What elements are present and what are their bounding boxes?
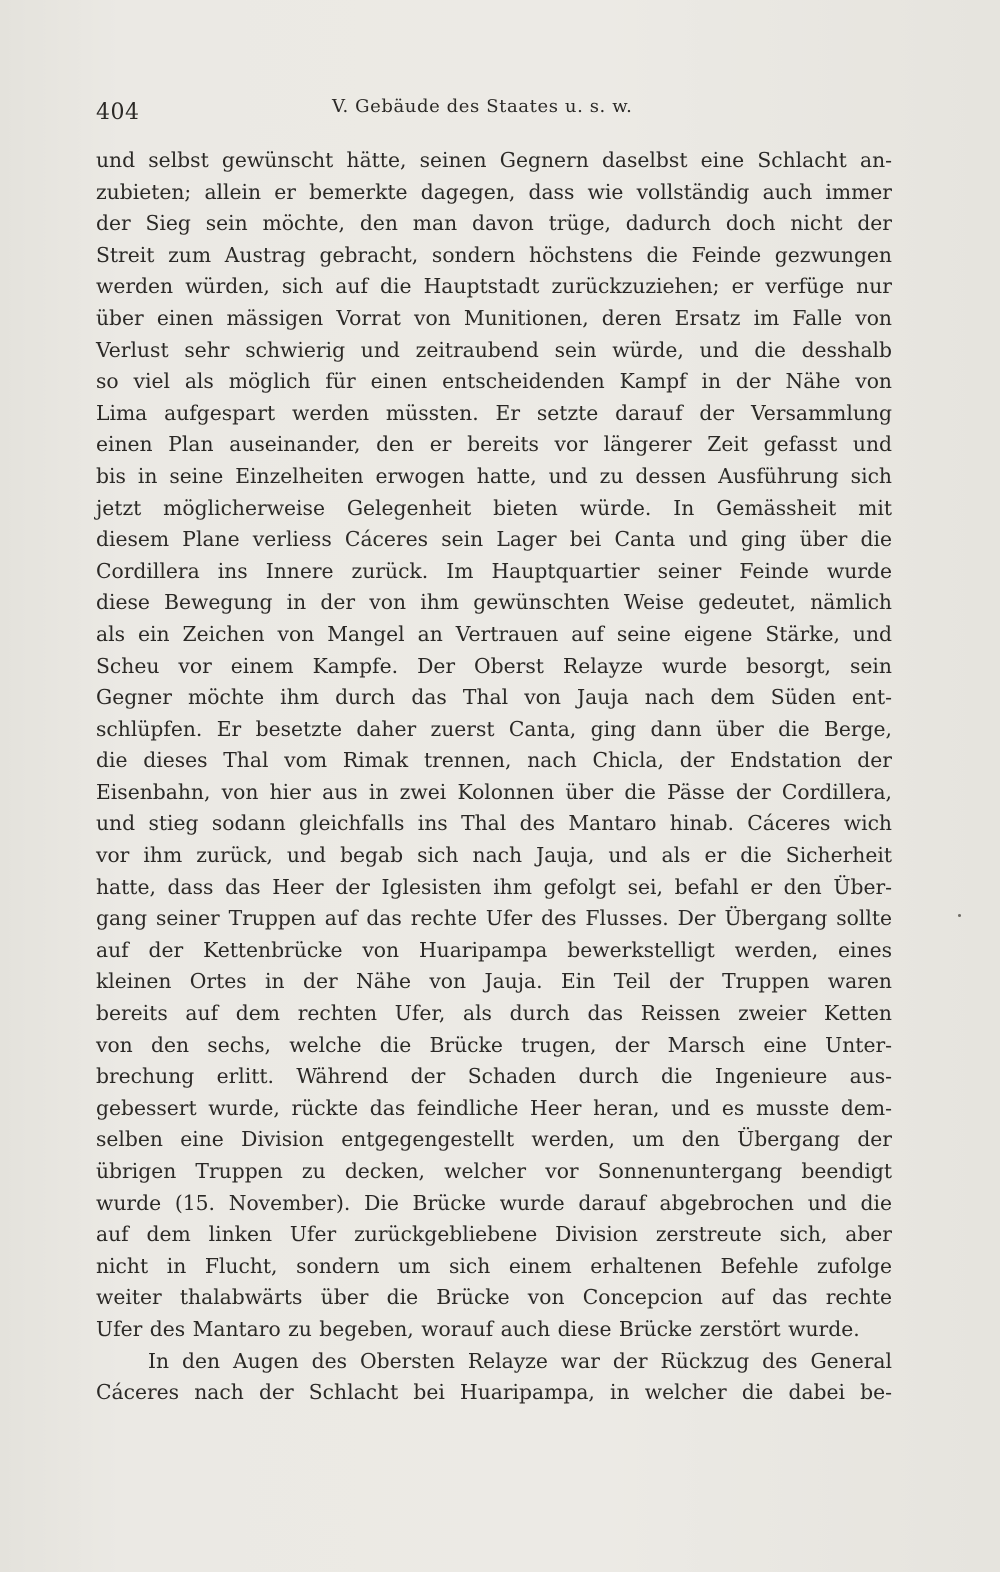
text-line: auf dem linken Ufer zurückgebliebene Division zerstreute sich, aber [96, 1222, 892, 1247]
text-line: Eisenbahn, von hier aus in zwei Kolonnen über die Pässe der Cordillera, [96, 779, 892, 804]
text-line: diesem Plane verliess Cáceres sein Lager bei Canta und ging über die [96, 527, 892, 552]
text-line: einen Plan auseinander, den er bereits vor längerer Zeit gefasst und [96, 432, 892, 457]
text-line: über einen mässigen Vorrat von Munitionen, deren Ersatz im Falle von [96, 305, 892, 330]
text-line: und stieg sodann gleichfalls ins Thal des Mantaro hinab. Cáceres wich [96, 811, 892, 836]
text-line: übrigen Truppen zu decken, welcher vor Sonnenuntergang beendigt [96, 1159, 892, 1183]
text-line: Streit zum Austrag gebracht, sondern höchstens die Feinde gezwungen [96, 242, 892, 267]
text-line: nicht in Flucht, sondern um sich einem erhaltenen Befehle zufolge [96, 1253, 892, 1278]
text-line: bereits auf dem rechten Ufer, als durch das Reissen zweier Ketten [96, 1001, 892, 1026]
text-line: Gegner möchte ihm durch das Thal von Jauja nach dem Süden ent- [96, 685, 892, 710]
text-line: bis in seine Einzelheiten erwogen hatte, und zu dessen Ausführung sich [96, 463, 892, 488]
text-line: als ein Zeichen von Mangel an Vertrauen auf seine eigene Stärke, und [96, 621, 892, 646]
paragraph [96, 1346, 892, 1409]
text-line: In den Augen des Obersten Relayze war der Rückzug des General [148, 1348, 892, 1373]
text-line: von den sechs, welche die Brücke trugen, der Marsch eine Unter- [96, 1032, 892, 1057]
page-header [96, 96, 896, 136]
text-line: jetzt möglicherweise Gelegenheit bieten würde. In Gemässheit mit [96, 495, 892, 520]
text-line: so viel als möglich für einen entscheidenden Kampf in der Nähe von [96, 369, 892, 394]
text-line: Cordillera ins Innere zurück. Im Hauptquartier seiner Feinde wurde [96, 558, 892, 583]
text-line: Lima aufgespart werden müssten. Er setzte darauf der Versammlung [96, 400, 892, 425]
text-line: schlüpfen. Er besetzte daher zuerst Canta, ging dann über die Berge, [96, 716, 892, 741]
speck-mark [958, 914, 961, 917]
text-line: gebessert wurde, rückte das feindliche Heer heran, und es musste dem- [96, 1095, 892, 1120]
text-line: und selbst gewünscht hätte, seinen Gegnern daselbst eine Schlacht an- [96, 148, 892, 172]
text-line: selben eine Division entgegengestellt werden, um den Übergang der [96, 1127, 892, 1152]
text-line: diese Bewegung in der von ihm gewünschten Weise gedeutet, nämlich [96, 590, 892, 615]
text-line: der Sieg sein möchte, den man davon trüge, dadurch doch nicht der [96, 211, 892, 236]
body-text [96, 145, 892, 1409]
text-line: brechung erlitt. Während der Schaden durch die Ingenieure aus- [96, 1064, 892, 1089]
text-line: werden würden, sich auf die Hauptstadt zurückzuziehen; er verfüge nur [96, 274, 892, 299]
running-head: V. Gebäude des Staates u. s. w. [332, 96, 633, 117]
text-line: auf der Kettenbrücke von Huaripampa bewerkstelligt werden, eines [96, 937, 892, 962]
text-line: vor ihm zurück, und begab sich nach Jauja, und als er die Sicherheit [96, 843, 892, 868]
text-line: hatte, dass das Heer der Iglesisten ihm gefolgt sei, befahl er den Über- [96, 874, 892, 899]
text-line: Verlust sehr schwierig und zeitraubend sein würde, und die desshalb [96, 337, 892, 362]
page-number: 404 [96, 100, 140, 125]
text-line: weiter thalabwärts über die Brücke von Concepcion auf das rechte [96, 1285, 892, 1310]
text-line: gang seiner Truppen auf das rechte Ufer des Flusses. Der Übergang sollte [96, 906, 892, 931]
text-line: kleinen Ortes in der Nähe von Jauja. Ein Teil der Truppen waren [96, 969, 892, 994]
text-line: zubieten; allein er bemerkte dagegen, dass wie vollständig auch immer [96, 179, 892, 204]
text-line: Cáceres nach der Schlacht bei Huaripampa, in welcher die dabei be- [96, 1380, 892, 1405]
text-line: Ufer des Mantaro zu begeben, worauf auch diese Brücke zerstört wurde. [96, 1316, 860, 1341]
text-line: Scheu vor einem Kampfe. Der Oberst Relayze wurde besorgt, sein [96, 653, 892, 678]
text-line: wurde (15. November). Die Brücke wurde darauf abgebrochen und die [96, 1190, 892, 1215]
text-line: die dieses Thal vom Rimak trennen, nach Chicla, der Endstation der [96, 748, 892, 773]
paragraph [96, 145, 892, 1346]
